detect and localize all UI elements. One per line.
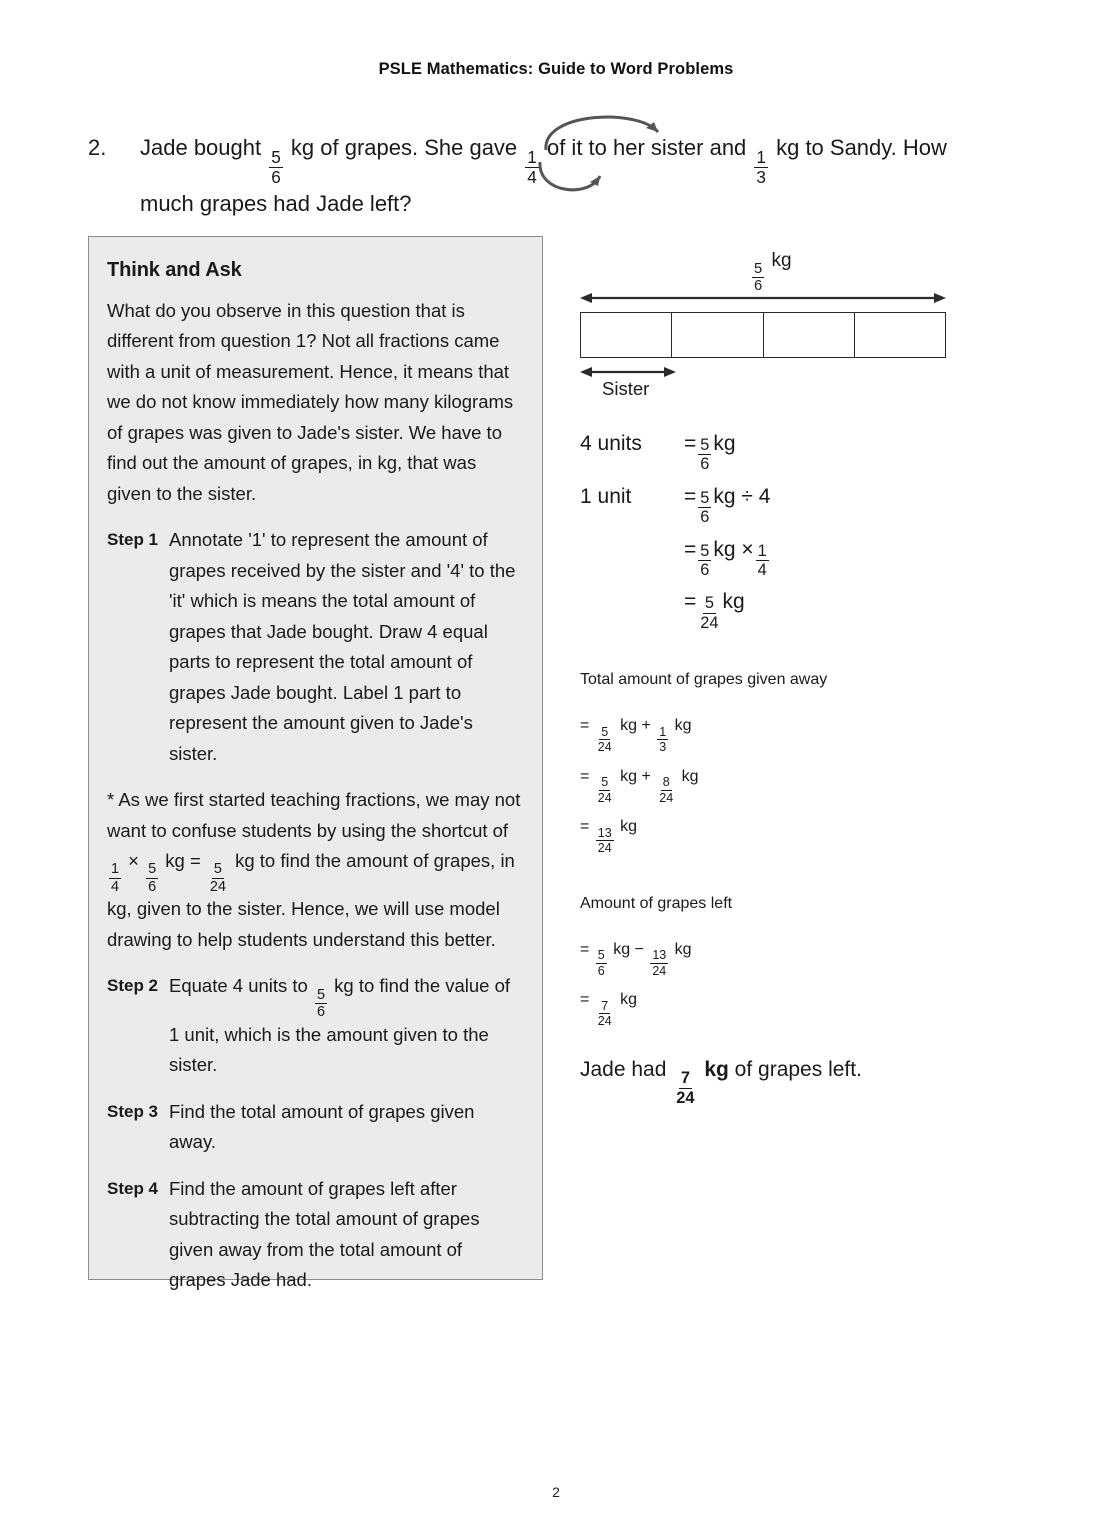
left-line-1-fraction-1: $\frac{5}{6}$ <box>597 948 605 978</box>
working-line-4-equals: = <box>684 590 697 614</box>
amount-left-line-1 <box>580 927 1050 978</box>
question-text <box>140 130 988 222</box>
panel-title: Think and Ask <box>107 259 242 281</box>
total-line-1-fraction-2: $\frac{1}{3}$ <box>659 724 667 755</box>
panel-note-b: kg to find the amount of grapes, in kg, given to the sister. Hence, we will use model drawing to help students understand this better. <box>107 850 515 950</box>
question-fraction-1: $\frac{5}{6}$ <box>271 146 281 187</box>
working-line-3 <box>580 526 1050 579</box>
panel-intro: What do you observe in this question that is different from question 1? Not all fractions came with a unit of measurement. Hence, it means that we do not know immediately how many kilograms of grapes was given to Jade's sister. We have to find out the amount of grapes, in kg, that was given to the sister. <box>107 299 514 504</box>
question-part-3: of it to her sister and <box>546 135 747 160</box>
working-line-1-unit: kg <box>713 432 736 455</box>
working-line-4-unit: kg <box>722 590 745 614</box>
working-line-2-fraction: $\frac{5}{6}$ <box>700 488 710 527</box>
step-3-text: Find the total amount of grapes given away. <box>169 1100 475 1153</box>
answer-fraction: $\frac{7}{24}$ <box>676 1069 695 1107</box>
step-2 <box>107 971 522 1080</box>
question-number: 2. <box>88 135 107 160</box>
total-given-away-block <box>580 657 1050 855</box>
working-line-1-fraction: $\frac{5}{6}$ <box>700 436 710 474</box>
question-fraction-3: $\frac{1}{3}$ <box>756 146 766 187</box>
amount-left-block <box>580 881 1050 1028</box>
total-given-away-title: Total amount of grapes given away <box>580 671 828 688</box>
total-line-1-mid: kg + <box>620 717 651 734</box>
panel-note <box>107 785 522 955</box>
page-header: PSLE Mathematics: Guide to Word Problems <box>378 60 734 78</box>
working-line-4 <box>580 578 1050 631</box>
working-line-3-equals: = <box>684 537 697 561</box>
note-fraction-1: $\frac{1}{4}$ <box>111 861 120 895</box>
answer-unit: kg <box>704 1057 729 1081</box>
total-line-1-equals: = <box>580 717 590 734</box>
total-line-1-unit: kg <box>674 717 692 734</box>
left-line-2-equals: = <box>580 991 590 1009</box>
question-part-4: kg to Sandy. How much grapes had Jade left? <box>140 135 947 217</box>
answer-text-a: Jade had <box>580 1057 667 1081</box>
bar-unit <box>581 313 672 357</box>
solution-column <box>580 250 1050 1106</box>
question-block <box>88 130 988 222</box>
working-line-1-equals: = <box>684 432 697 455</box>
working-line-2-unit: kg ÷ 4 <box>713 484 771 508</box>
working-line-3-fraction: $\frac{5}{6}$ <box>700 541 710 579</box>
panel-note-a: * As we first started teaching fractions, we may not want to confuse students by using the shortcut of <box>107 789 521 841</box>
step-2-text-b: kg to find the value of 1 unit, which is the amount given to the sister. <box>169 975 511 1076</box>
working-line-3-unit: kg × <box>713 537 754 561</box>
total-given-away-line-1 <box>580 703 1050 754</box>
left-line-1-mid: kg − <box>613 940 644 958</box>
think-and-ask-panel <box>88 236 543 1291</box>
working-line-2-lhs: 1 unit <box>580 484 632 508</box>
total-given-away-line-3 <box>580 804 1050 855</box>
sister-span-arrow-icon <box>580 366 676 378</box>
left-line-2-fraction: $\frac{7}{24}$ <box>597 998 612 1029</box>
total-line-2-mid: kg + <box>620 767 651 785</box>
total-line-3-fraction: $\frac{13}{24}$ <box>597 825 612 856</box>
step-1 <box>107 525 522 769</box>
note-fraction-2: $\frac{5}{6}$ <box>148 861 157 895</box>
note-times-symbol: × <box>128 850 139 871</box>
total-line-3-unit: kg <box>620 818 638 836</box>
unit-working <box>580 420 1050 631</box>
question-part-1: Jade bought <box>140 135 262 160</box>
step-4-text: Find the amount of grapes left after subtracting the total amount of grapes given away from the total amount of grapes Jade had. <box>169 1177 480 1291</box>
total-span-arrow-icon <box>580 292 946 304</box>
step-4 <box>107 1174 522 1296</box>
working-line-2-equals: = <box>684 484 697 508</box>
bar-model-total-label <box>750 250 792 294</box>
left-line-2-unit: kg <box>620 991 638 1009</box>
working-line-3-fraction-2: $\frac{1}{4}$ <box>757 541 767 579</box>
total-line-3-equals: = <box>580 818 590 836</box>
bar-model-total-unit: kg <box>771 250 792 271</box>
step-2-label: Step 2 <box>107 976 159 996</box>
note-kg-equals: kg = <box>165 850 201 871</box>
step-4-label: Step 4 <box>107 1178 159 1198</box>
bar-model-diagram <box>580 250 1050 420</box>
total-line-2-fraction-2: $\frac{8}{24}$ <box>659 775 674 805</box>
bar-unit <box>764 313 855 357</box>
total-line-2-unit: kg <box>681 767 699 785</box>
step-3 <box>107 1097 522 1158</box>
working-line-1 <box>580 420 1050 473</box>
left-line-1-fraction-2: $\frac{13}{24}$ <box>652 948 667 978</box>
total-line-2-fraction-1: $\frac{5}{24}$ <box>597 775 612 805</box>
step-1-text: Annotate '1' to represent the amount of grapes received by the sister and '4' to the 'it' which is means the total amount of grapes that Jade bought. Draw 4 equal parts to represent the total amount of grapes Jade bought. Label 1 part to represent the amount given to Jade's sister. <box>169 529 516 764</box>
bar-model-units <box>580 312 946 358</box>
bar-unit <box>855 313 945 357</box>
step-2-text <box>169 971 522 1080</box>
total-line-1-fraction-1: $\frac{5}{24}$ <box>597 724 612 755</box>
step-3-label: Step 3 <box>107 1101 159 1121</box>
step-2-fraction: $\frac{5}{6}$ <box>317 986 326 1021</box>
amount-left-line-2 <box>580 977 1050 1028</box>
working-line-4-fraction: $\frac{5}{24}$ <box>700 594 719 632</box>
step-1-label: Step 1 <box>107 530 159 549</box>
note-fraction-3: $\frac{5}{24}$ <box>209 861 226 895</box>
left-line-1-unit: kg <box>674 940 692 958</box>
working-line-1-lhs: 4 units <box>580 432 642 455</box>
answer-text-b: of grapes left. <box>734 1057 862 1081</box>
total-line-2-equals: = <box>580 767 590 785</box>
step-2-text-a: Equate 4 units to <box>169 975 308 997</box>
final-answer <box>580 1058 1050 1106</box>
question-part-2: kg of grapes. She gave <box>290 135 518 160</box>
sister-label: Sister <box>602 378 650 399</box>
bar-unit <box>672 313 763 357</box>
page-number: 2 <box>552 1484 560 1500</box>
working-line-2 <box>580 473 1050 526</box>
amount-left-title: Amount of grapes left <box>580 894 733 912</box>
total-given-away-line-2 <box>580 754 1050 805</box>
bar-model-total-fraction: $\frac{5}{6}$ <box>754 260 763 295</box>
question-fraction-2: $\frac{1}{4}$ <box>527 146 537 187</box>
left-line-1-equals: = <box>580 940 590 958</box>
